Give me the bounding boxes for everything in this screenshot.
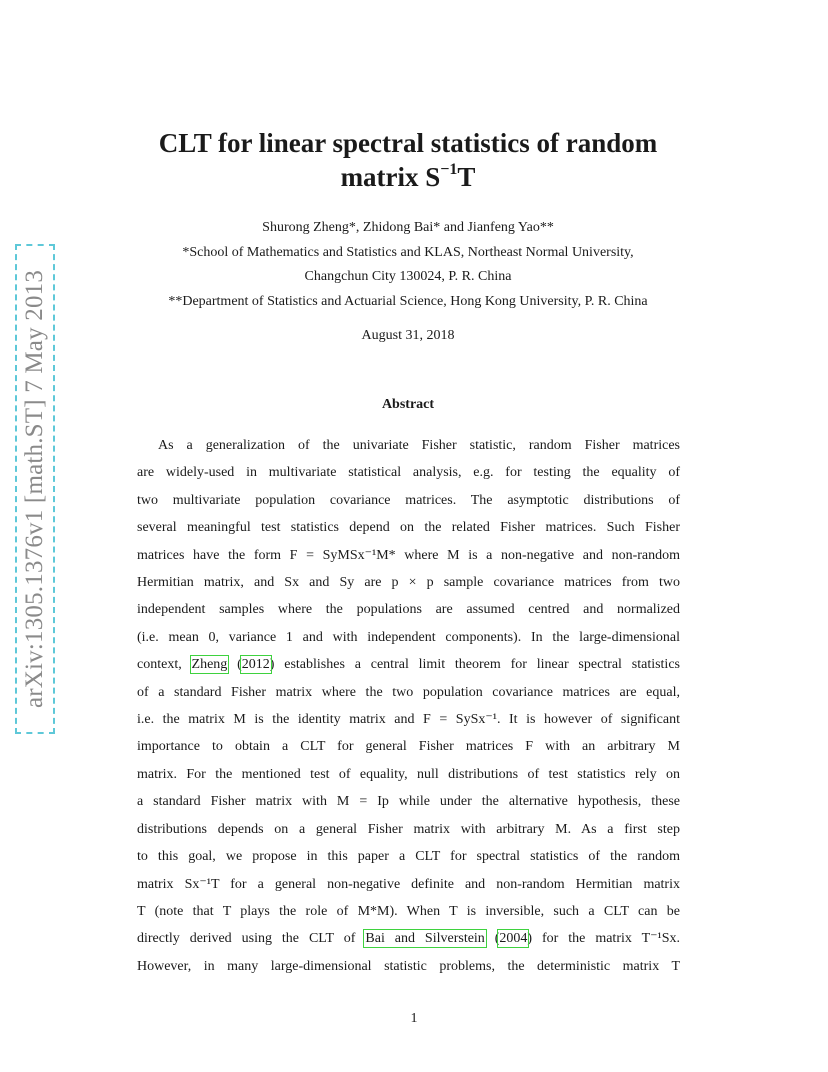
abstract-line-with-zheng-citation: context, Zheng (2012) establishes a central limit theorem for linear spectral statistics bbox=[137, 657, 680, 673]
arxiv-stamp bbox=[15, 244, 55, 734]
abstract-line: T (note that T plays the role of M*M). When T is inversible, such a CLT can be bbox=[137, 903, 680, 919]
abstract-line: to this goal, we propose in this paper a CLT for spectral statistics of the random bbox=[137, 849, 680, 865]
affiliation-1-line-1: *School of Mathematics and Statistics and KLAS, Northeast Normal University, bbox=[182, 245, 634, 260]
affiliation-2: **Department of Statistics and Actuarial Science, Hong Kong University, P. R. China bbox=[168, 294, 648, 309]
abstract-line: matrices have the form F = SyMSx⁻¹M* where M is a non-negative and non-random bbox=[137, 547, 680, 563]
abstract-line: matrix. For the mentioned test of equality, null distributions of test statistics rely on bbox=[137, 766, 680, 782]
abstract-line: As a generalization of the univariate Fisher statistic, random Fisher matrices bbox=[158, 438, 680, 453]
abstract-heading: Abstract bbox=[381, 397, 435, 412]
abstract-line-with-bai-citation: directly derived using the CLT of Bai and Silverstein (2004) for the matrix T⁻¹Sx. bbox=[137, 931, 680, 947]
page-number: 1 bbox=[410, 1011, 418, 1026]
title-line-2-superscript: −1 bbox=[440, 161, 458, 178]
abstract-line: two multivariate population covariance matrices. The asymptotic distributions of bbox=[137, 492, 680, 508]
abstract-line: (i.e. mean 0, variance 1 and with independent components). In the large-dimensional bbox=[137, 629, 680, 645]
title-line-1: CLT for linear spectral statistics of random bbox=[158, 128, 658, 158]
affiliation-1-line-2: Changchun City 130024, P. R. China bbox=[304, 269, 512, 284]
abstract-line: several meaningful test statistics depend on the related Fisher matrices. Such Fisher bbox=[137, 520, 680, 536]
arxiv-identifier: arXiv:1305.1376v1 [math.ST] 7 May 2013 bbox=[21, 269, 48, 709]
citation-year-link-bai-silverstein[interactable]: 2004 bbox=[499, 931, 528, 947]
abstract-line: independent samples where the populations are assumed centred and normalized bbox=[137, 602, 680, 618]
title-line-2-suffix: T bbox=[457, 162, 476, 192]
abstract-line: importance to obtain a CLT for general Fisher matrices F with an arbitrary M bbox=[137, 739, 680, 755]
abstract-line: matrix Sx⁻¹T for a general non-negative definite and non-random Hermitian matrix bbox=[137, 876, 680, 892]
paper-title bbox=[70, 126, 746, 194]
author-list: Shurong Zheng*, Zhidong Bai* and Jianfeng Yao** bbox=[262, 220, 554, 235]
abstract-line: i.e. the matrix M is the identity matrix and F = SySx⁻¹. It is however of significant bbox=[137, 712, 680, 728]
abstract-line: are widely-used in multivariate statistical analysis, e.g. for testing the equality of bbox=[137, 465, 680, 481]
citation-link-bai-silverstein[interactable]: Bai and Silverstein bbox=[365, 931, 485, 947]
abstract-line: Hermitian matrix, and Sx and Sy are p × p sample covariance matrices from two bbox=[137, 575, 680, 591]
abstract-body bbox=[137, 432, 680, 980]
abstract-line: of a standard Fisher matrix where the two population covariance matrices are equal, bbox=[137, 684, 680, 700]
paper-date: August 31, 2018 bbox=[361, 328, 455, 343]
abstract-line: However, in many large-dimensional statistic problems, the deterministic matrix T bbox=[137, 958, 680, 974]
title-line-2-prefix: matrix S bbox=[340, 162, 441, 192]
title-line-2 bbox=[70, 160, 746, 194]
abstract-line: distributions depends on a general Fisher matrix with arbitrary M. As a first step bbox=[137, 821, 680, 837]
abstract-line: a standard Fisher matrix with M = Ip while under the alternative hypothesis, these bbox=[137, 794, 680, 810]
citation-link-zheng[interactable]: Zheng bbox=[191, 657, 228, 673]
citation-year-link-zheng[interactable]: 2012 bbox=[241, 657, 270, 673]
